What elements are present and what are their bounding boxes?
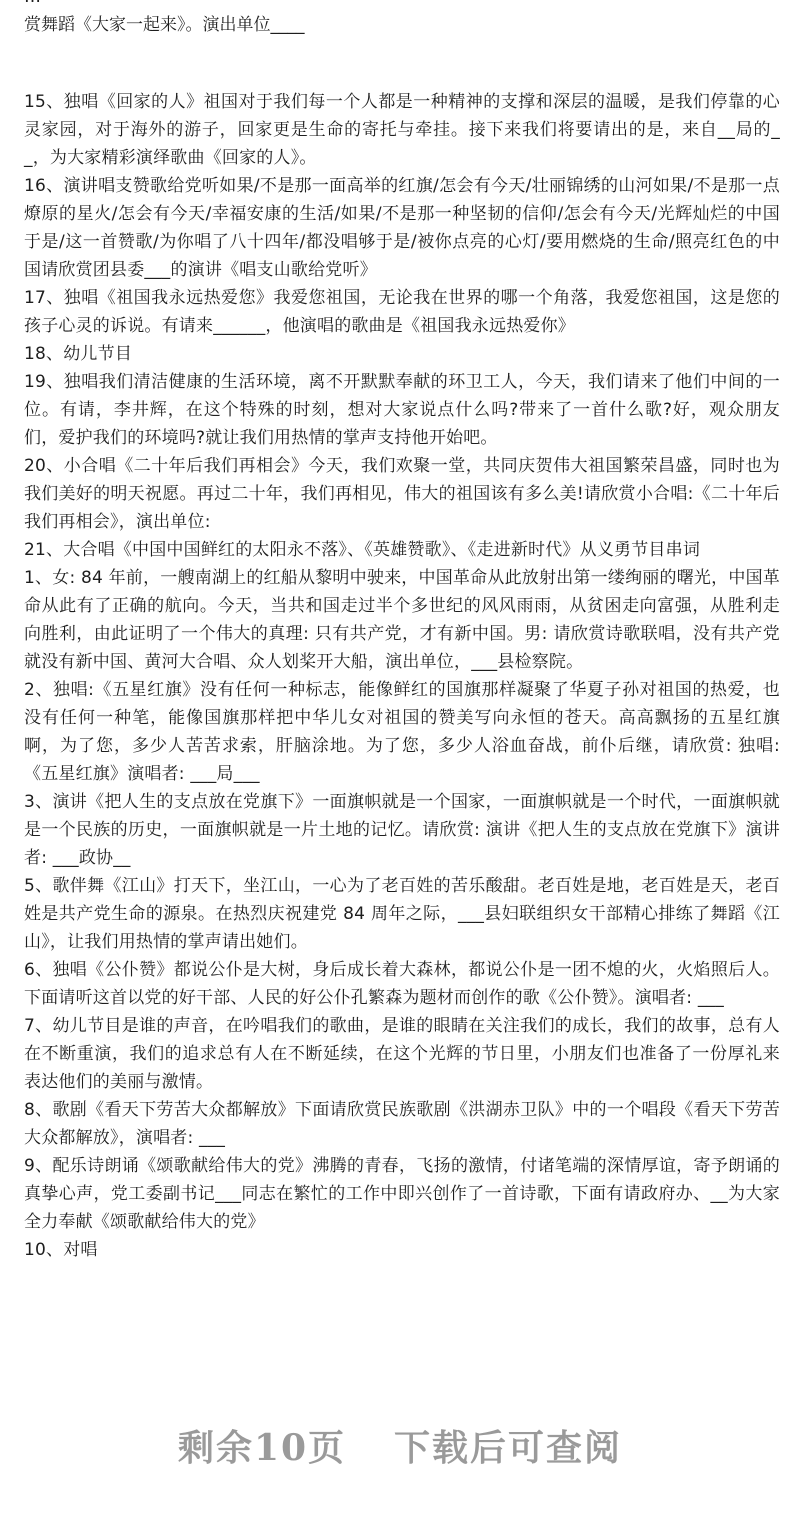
paragraph-item-16: 16、演讲唱支赞歌给党听如果/不是那一面高举的红旗/怎会有今天/壮丽锦绣的山河如果/不是那一点燎原的星火/怎会有今天/幸福安康的生活/如果/不是那一种坚韧的信仰/怎会有今天/光辉灿烂的中国于是/这一首赞歌/为你唱了八十四年/都没唱够于是/被你点亮的心灯/要用燃烧的生命/照亮红色的中国请欣赏团县委___的演讲《唱支山歌给党听》 [24, 176, 780, 280]
paragraph-item-18: 18、幼儿节目 [24, 344, 133, 364]
paragraph-item-21: 21、大合唱《中国中国鲜红的太阳永不落》、《英雄赞歌》、《走进新时代》从义勇节目串词 [24, 540, 701, 560]
paragraph-item-c3: 3、演讲《把人生的支点放在党旗下》一面旗帜就是一个国家，一面旗帜就是一个时代，一面旗帜就是一个民族的历史，一面旗帜就是一片土地的记忆。请欣赏: 演讲《把人生的支点放在党旗下》演讲者: ___政协__ [24, 792, 780, 868]
top-fragment-text: 赏舞蹈《大家一起来》。演出单位____ [24, 15, 305, 35]
download-to-view-label: 下载后可查阅 [394, 1427, 623, 1469]
remaining-pages-label: 剩余10页 [177, 1427, 347, 1469]
paragraph-item-c5: 5、歌伴舞《江山》打天下，坐江山，一心为了老百姓的苦乐酸甜。老百姓是地，老百姓是天，老百姓是共产党生命的源泉。在热烈庆祝建党 84 周年之际，___县妇联组织女干部精心排练了舞蹈《江山》，让我们用热情的掌声请出她们。 [24, 876, 780, 952]
cut-off-line [24, 0, 41, 7]
paragraph-item-c7: 7、幼儿节目是谁的声音，在吟唱我们的歌曲，是谁的眼睛在关注我们的成长，我们的故事，总有人在不断重演，我们的追求总有人在不断延续，在这个光辉的节日里，小朋友们也准备了一份厚礼来表达他们的美丽与激情。 [24, 1016, 780, 1092]
paragraph-item-c9: 9、配乐诗朗诵《颂歌献给伟大的党》沸腾的青春，飞扬的激情，付诸笔端的深情厚谊，寄予朗诵的真挚心声，党工委副书记___同志在繁忙的工作中即兴创作了一首诗歌，下面有请政府办、__为大家全力奉献《颂歌献给伟大的党》 [24, 1156, 780, 1232]
paragraph-item-19: 19、独唱我们清洁健康的生活环境，离不开默默奉献的环卫工人，今天，我们请来了他们中间的一位。有请，李井辉，在这个特殊的时刻，想对大家说点什么吗?带来了一首什么歌?好，观众朋友们，爱护我们的环境吗?就让我们用热情的掌声支持他开始吧。 [24, 372, 780, 448]
paragraph-item-c6: 6、独唱《公仆赞》都说公仆是大树，身后成长着大森林，都说公仆是一团不熄的火，火焰照后人。下面请听这首以党的好干部、人民的好公仆孔繁森为题材而创作的歌《公仆赞》。演唱者: ___ [24, 960, 780, 1008]
paragraph-item-c2: 2、独唱:《五星红旗》没有任何一种标志，能像鲜红的国旗那样凝聚了华夏子孙对祖国的热爱，也没有任何一种笔，能像国旗那样把中华儿女对祖国的赞美写向永恒的苍天。高高飘扬的五星红旗啊，为了您，多少人苦苦求索，肝脑涂地。为了您，多少人浴血奋战，前仆后继，请欣赏: 独唱:《五星红旗》演唱者: ___局___ [24, 680, 780, 784]
paragraph-item-c10: 10、对唱 [24, 1240, 98, 1260]
paragraph-item-17: 17、独唱《祖国我永远热爱您》我爱您祖国，无论我在世界的哪一个角落，我爱您祖国，这是您的孩子心灵的诉说。有请来______，他演唱的歌曲是《祖国我永远热爱你》 [24, 288, 780, 336]
paragraph-item-c8: 8、歌剧《看天下劳苦大众都解放》下面请欣赏民族歌剧《洪湖赤卫队》中的一个唱段《看天下劳苦大众都解放》，演唱者: ___ [24, 1100, 780, 1148]
paragraph-item-20: 20、小合唱《二十年后我们再相会》今天，我们欢聚一堂，共同庆贺伟大祖国繁荣昌盛，同时也为我们美好的明天祝愿。再过二十年，我们再相见，伟大的祖国该有多么美!请欣赏小合唱:《二十年后我们再相会》，演出单位: [24, 456, 780, 532]
download-prompt-banner[interactable] [0, 1420, 800, 1471]
paragraph-item-15: 15、独唱《回家的人》祖国对于我们每一个人都是一种精神的支撑和深层的温暖，是我们停靠的心灵家园，对于海外的游子，回家更是生命的寄托与牵挂。接下来我们将要请出的是，来自__局的__，为大家精彩演绎歌曲《回家的人》。 [24, 92, 780, 168]
paragraph-item-c1: 1、女: 84 年前，一艘南湖上的红船从黎明中驶来，中国革命从此放射出第一缕绚丽的曙光，中国革命从此有了正确的航向。今天，当共和国走过半个多世纪的风风雨雨，从贫困走向富强，从胜利走向胜利，由此证明了一个伟大的真理: 只有共产党，才有新中国。男: 请欣赏诗歌联唱，没有共产党就没有新中国、黄河大合唱、众人划桨开大船，演出单位，___县检察院。 [24, 568, 780, 672]
document-body [24, 88, 780, 1264]
previous-page-fragment [24, 0, 780, 45]
